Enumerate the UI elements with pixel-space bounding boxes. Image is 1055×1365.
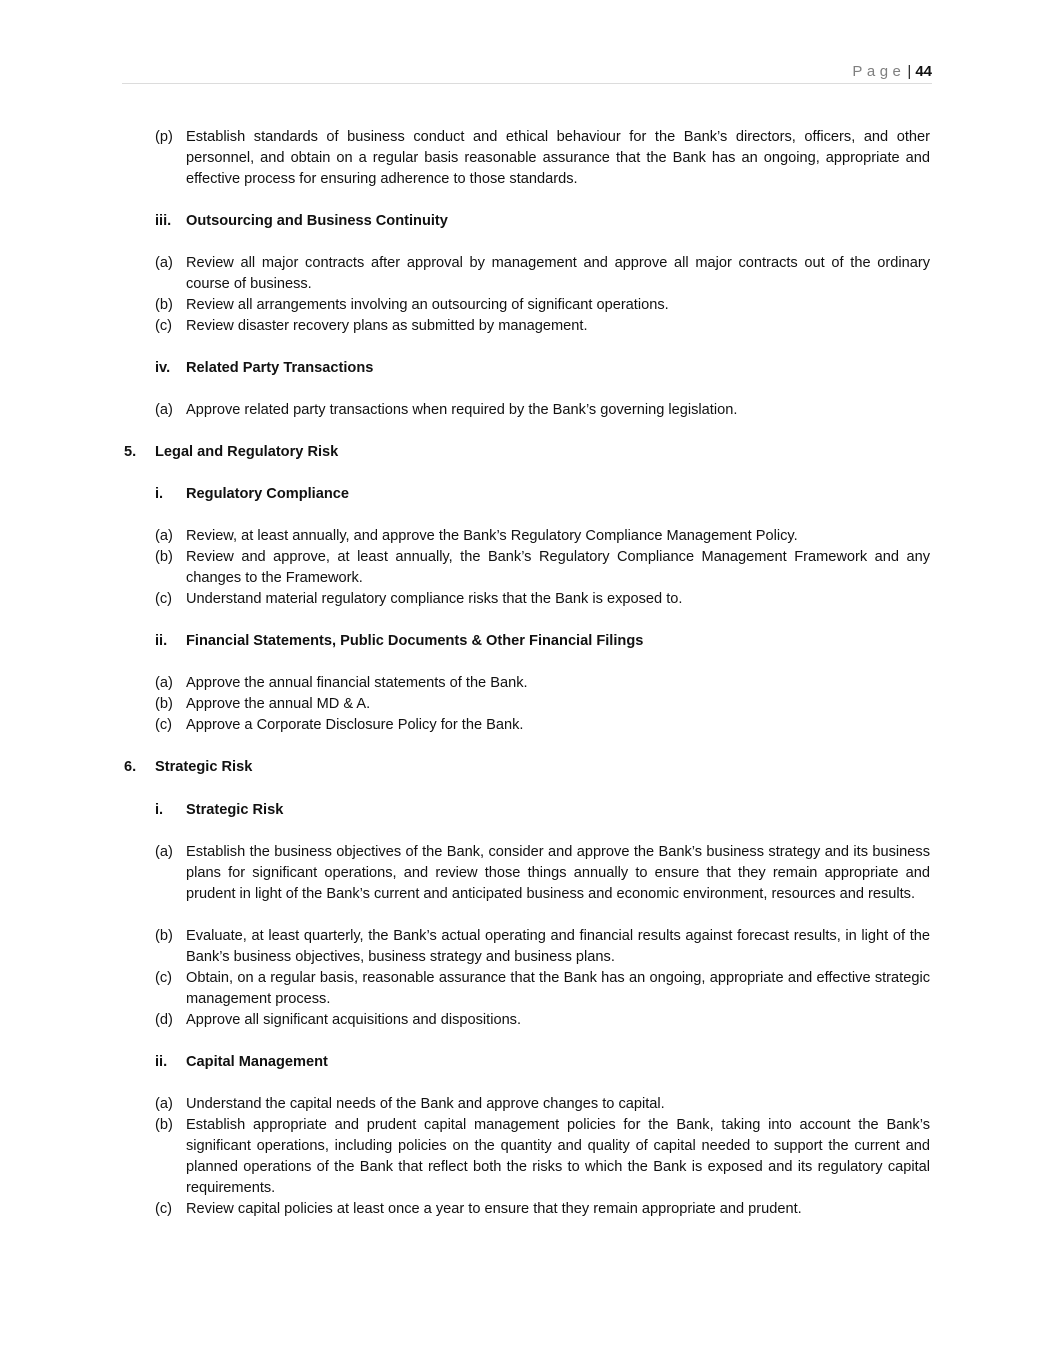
list-item-label: (b) bbox=[155, 1117, 173, 1133]
subsection-title: Capital Management bbox=[186, 1054, 328, 1070]
list-item bbox=[155, 1199, 930, 1220]
list-item-text: Understand the capital needs of the Bank and approve changes to capital. bbox=[186, 1096, 665, 1112]
subsection-title: Outsourcing and Business Continuity bbox=[186, 213, 448, 229]
list-item bbox=[155, 715, 930, 736]
list-item bbox=[155, 400, 930, 421]
list-item-text: Establish appropriate and prudent capital management policies for the Bank, taking into account the Bank’s significant operations, including policies on the quantity and quality of capital needed to support the current and planned operations of the Bank that reflect both the risks to which the Bank is exposed and its regulatory capital requirements. bbox=[186, 1117, 930, 1196]
list-item-text: Review disaster recovery plans as submitted by management. bbox=[186, 318, 588, 334]
subsection-title: Financial Statements, Public Documents & Other Financial Filings bbox=[186, 633, 644, 649]
list-item-text: Establish the business objectives of the Bank, consider and approve the Bank’s business strategy and its business plans for significant operations, and review those things annually to ensure that they remain appropriate and prudent in light of the Bank’s current and anticipated business and economic environment, resources and results. bbox=[186, 844, 930, 902]
list-item-text: Evaluate, at least quarterly, the Bank’s actual operating and financial results against forecast results, in light of the Bank’s business objectives, business strategy and business plans. bbox=[186, 928, 930, 965]
subsection-label: i. bbox=[155, 486, 164, 502]
page-number-label bbox=[852, 63, 932, 80]
list-item bbox=[155, 526, 930, 547]
list-item-label: (b) bbox=[155, 297, 173, 313]
list-item-label: (a) bbox=[155, 528, 173, 544]
list-item bbox=[155, 127, 930, 190]
subsection-heading-financial-statements bbox=[155, 631, 643, 652]
list-item-label: (a) bbox=[155, 675, 173, 691]
list-item-label: (b) bbox=[155, 549, 173, 565]
list-item bbox=[155, 842, 930, 905]
list-item bbox=[155, 968, 930, 1010]
subsection-label: iii. bbox=[155, 213, 172, 229]
list-item bbox=[155, 253, 930, 295]
list-item-text: Review capital policies at least once a year to ensure that they remain appropriate and prudent. bbox=[186, 1201, 802, 1217]
list-item-text: Review all major contracts after approval by management and approve all major contracts out of the ordinary course of business. bbox=[186, 255, 930, 292]
list-item-label: (d) bbox=[155, 1012, 173, 1028]
list-item-label: (a) bbox=[155, 255, 173, 271]
list-item bbox=[155, 295, 930, 316]
list-item-text: Approve the annual financial statements of the Bank. bbox=[186, 675, 528, 691]
section-label: 6. bbox=[124, 759, 137, 775]
section-label: 5. bbox=[124, 444, 137, 460]
list-item-label: (p) bbox=[155, 129, 173, 145]
list-item-label: (c) bbox=[155, 717, 173, 733]
list-item bbox=[155, 316, 930, 337]
list-item-text: Approve the annual MD & A. bbox=[186, 696, 371, 712]
list-item-label: (a) bbox=[155, 844, 173, 860]
subsection-label: i. bbox=[155, 802, 164, 818]
subsection-heading-outsourcing bbox=[155, 211, 448, 232]
page-word: Page bbox=[852, 63, 906, 80]
section-heading-legal-regulatory bbox=[124, 442, 338, 463]
page-separator: | bbox=[907, 63, 912, 80]
subsection-title: Related Party Transactions bbox=[186, 360, 374, 376]
list-item-text: Review and approve, at least annually, the Bank’s Regulatory Compliance Management Framework and any changes to the Framework. bbox=[186, 549, 930, 586]
list-item-label: (c) bbox=[155, 318, 173, 334]
subsection-heading-capital-management bbox=[155, 1052, 328, 1073]
list-item-text: Approve a Corporate Disclosure Policy for the Bank. bbox=[186, 717, 524, 733]
subsection-title: Strategic Risk bbox=[186, 802, 284, 818]
subsection-heading-strategic-risk bbox=[155, 800, 283, 821]
list-item bbox=[155, 1010, 930, 1031]
list-item-text: Review, at least annually, and approve the Bank’s Regulatory Compliance Management Policy. bbox=[186, 528, 798, 544]
subsection-heading-regulatory-compliance bbox=[155, 484, 349, 505]
list-item-text: Obtain, on a regular basis, reasonable assurance that the Bank has an ongoing, appropriate and effective strategic management process. bbox=[186, 970, 930, 1007]
subsection-label: ii. bbox=[155, 633, 168, 649]
subsection-heading-related-party bbox=[155, 358, 373, 379]
list-item-text: Approve related party transactions when required by the Bank’s governing legislation. bbox=[186, 402, 738, 418]
section-heading-strategic-risk bbox=[124, 757, 252, 778]
list-item-text: Approve all significant acquisitions and dispositions. bbox=[186, 1012, 522, 1028]
list-item bbox=[155, 1115, 930, 1199]
list-item bbox=[155, 547, 930, 589]
section-title: Strategic Risk bbox=[155, 759, 253, 775]
list-item bbox=[155, 694, 930, 715]
list-item bbox=[155, 673, 930, 694]
list-item-label: (c) bbox=[155, 591, 173, 607]
list-item-label: (b) bbox=[155, 696, 173, 712]
page-header bbox=[122, 60, 932, 84]
list-item-label: (c) bbox=[155, 1201, 173, 1217]
list-item-label: (c) bbox=[155, 970, 173, 986]
list-item bbox=[155, 1094, 930, 1115]
list-item bbox=[155, 589, 930, 610]
list-item-label: (a) bbox=[155, 1096, 173, 1112]
list-item-text: Review all arrangements involving an outsourcing of significant operations. bbox=[186, 297, 669, 313]
list-item-text: Understand material regulatory compliance risks that the Bank is exposed to. bbox=[186, 591, 683, 607]
list-item-label: (b) bbox=[155, 928, 173, 944]
subsection-label: ii. bbox=[155, 1054, 168, 1070]
list-item-text: Establish standards of business conduct and ethical behaviour for the Bank’s directors, officers, and other personnel, and obtain on a regular basis reasonable assurance that the Bank has an ongoing, appropriate and effective process for ensuring adherence to those standards. bbox=[186, 129, 930, 187]
page-number: 44 bbox=[915, 63, 932, 80]
section-title: Legal and Regulatory Risk bbox=[155, 444, 339, 460]
subsection-label: iv. bbox=[155, 360, 171, 376]
list-item bbox=[155, 926, 930, 968]
list-item-label: (a) bbox=[155, 402, 173, 418]
subsection-title: Regulatory Compliance bbox=[186, 486, 349, 502]
